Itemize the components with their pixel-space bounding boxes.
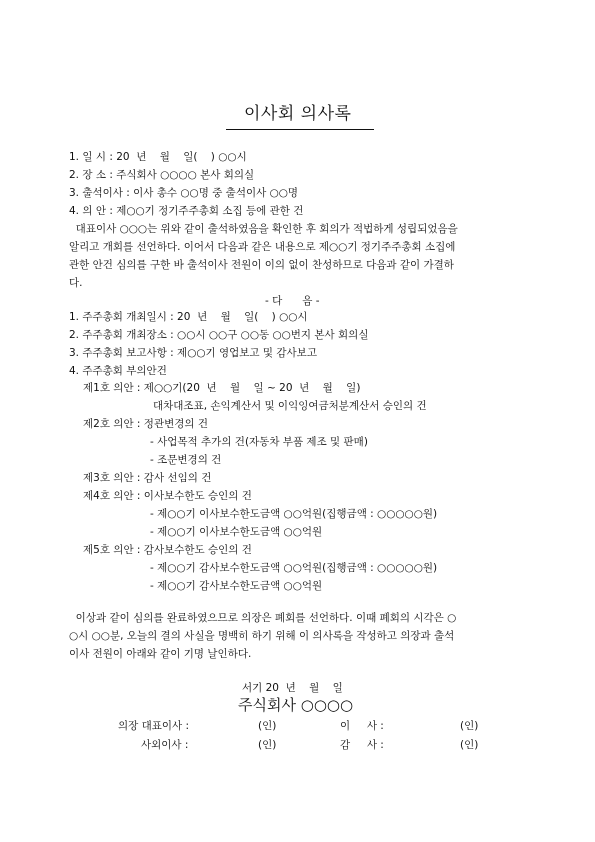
resolution-5-title: 제5호 의안 : 감사보수한도 승인의 건	[83, 544, 252, 556]
signature-label-auditor: 감 사 :	[340, 739, 384, 751]
meeting-agenda: 4. 의 안 : 제○○기 정기주주총회 소집 등에 관한 건	[69, 205, 304, 217]
signature-label-outside-director: 사외이사 :	[141, 739, 189, 751]
closing-line: 이사 전원이 아래와 같이 기명 날인하다.	[69, 648, 252, 660]
general-meeting-datetime: 1. 주주총회 개최일시 : 20 년 월 일( ) ○○시	[69, 311, 308, 323]
seal-mark: (인)	[258, 739, 277, 751]
resolution-3-title: 제3호 의안 : 감사 선임의 건	[83, 472, 212, 484]
resolution-5-detail: - 제○○기 감사보수한도금액 ○○억원(집행금액 : ○○○○○원)	[150, 562, 438, 574]
seal-mark: (인)	[258, 720, 277, 732]
resolution-2-detail: - 사업목적 추가의 건(자동차 부품 제조 및 판매)	[150, 436, 368, 448]
intro-line: 알리고 개회를 선언하다. 이어서 다음과 같은 내용으로 제○○기 정기주주총회 소집에	[69, 241, 456, 253]
general-meeting-report: 3. 주주총회 보고사항 : 제○○기 영업보고 및 감사보고	[69, 347, 317, 359]
resolution-2-title: 제2호 의안 : 정관변경의 건	[83, 418, 208, 430]
general-meeting-resolutions: 4. 주주총회 부의안건	[69, 365, 167, 377]
document-title: 이사회 의사록	[244, 104, 352, 124]
signature-label-chair: 의장 대표이사 :	[118, 720, 190, 732]
date-line: 서기 20 년 월 일	[242, 682, 343, 694]
closing-line: 이상과 같이 심의를 완료하였으므로 의장은 폐회를 선언하다. 이때 폐회의 시각은 ○	[69, 612, 457, 624]
resolution-4-detail: - 제○○기 이사보수한도금액 ○○억원(집행금액 : ○○○○○원)	[150, 508, 438, 520]
title-underline	[226, 129, 374, 130]
meeting-datetime: 1. 일 시 : 20 년 월 일( ) ○○시	[69, 151, 247, 163]
resolution-1-detail: 대차대조표, 손익계산서 및 이익잉여금처분계산서 승인의 건	[153, 400, 427, 412]
seal-mark: (인)	[460, 720, 479, 732]
meeting-attendance: 3. 출석이사 : 이사 총수 ○○명 중 출석이사 ○○명	[69, 187, 299, 199]
company-name: 주식회사 ○○○○	[238, 696, 354, 714]
resolution-4-detail: - 제○○기 이사보수한도금액 ○○억원	[150, 526, 323, 538]
signature-label-director: 이 사 :	[340, 720, 384, 732]
intro-line: 대표이사 ○○○는 위와 같이 출석하였음을 확인한 후 회의가 적법하게 성립되었음을	[69, 223, 458, 235]
resolution-4-title: 제4호 의안 : 이사보수한도 승인의 건	[83, 490, 252, 502]
resolution-1-title: 제1호 의안 : 제○○기(20 년 월 일 ~ 20 년 월 일)	[83, 382, 361, 394]
resolution-5-detail: - 제○○기 감사보수한도금액 ○○억원	[150, 580, 323, 592]
seal-mark: (인)	[460, 739, 479, 751]
section-divider: - 다 음 -	[265, 295, 320, 307]
intro-line: 관한 안건 심의를 구한 바 출석이사 전원이 이의 없이 찬성하므로 다음과 같이 가결하	[69, 259, 454, 271]
closing-line: ○시 ○○분, 오늘의 결의 사실을 명백히 하기 위해 이 의사록을 작성하고 의장과 출석	[69, 630, 455, 642]
intro-line: 다.	[69, 277, 83, 289]
general-meeting-place: 2. 주주총회 개최장소 : ○○시 ○○구 ○○동 ○○번지 본사 회의실	[69, 329, 369, 341]
meeting-place: 2. 장 소 : 주식회사 ○○○○ 본사 회의실	[69, 169, 255, 181]
resolution-2-detail: - 조문변경의 건	[150, 454, 222, 466]
